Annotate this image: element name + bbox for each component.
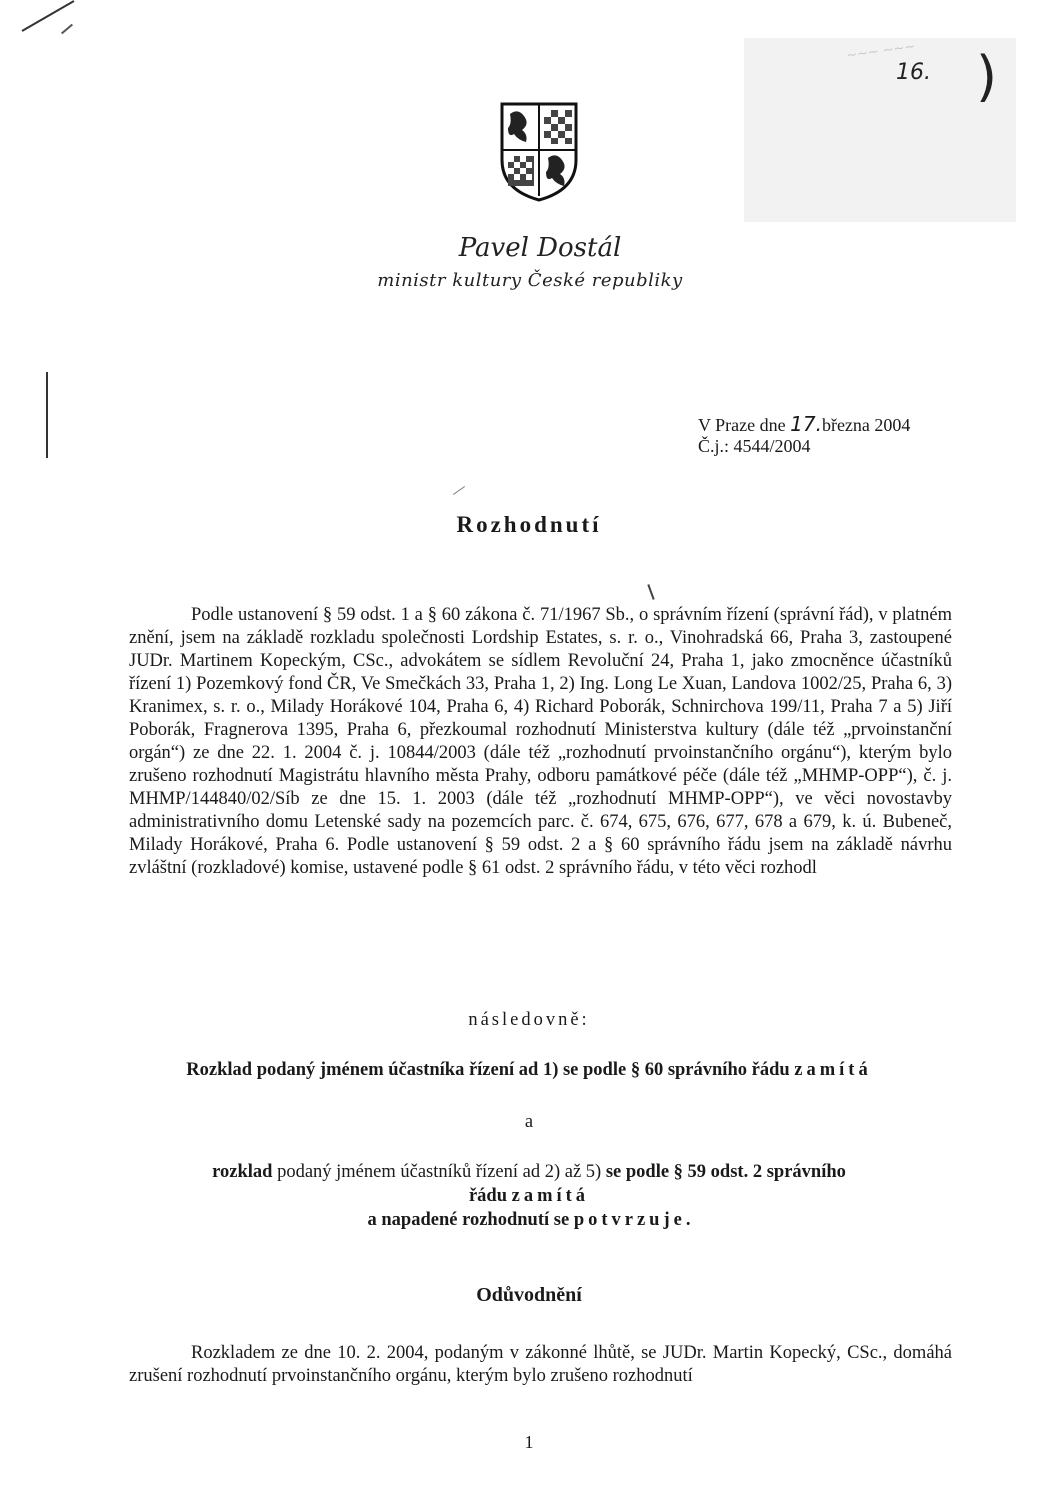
svg-text:Pavel Dostál: Pavel Dostál: [458, 233, 622, 263]
date-line: [698, 412, 910, 436]
conjunction: a: [524, 1112, 534, 1132]
verdict-2-spaced: zamítá: [511, 1186, 590, 1206]
date-handwritten: 17.: [790, 412, 822, 436]
reasoning-title: Odůvodnění: [476, 1284, 582, 1306]
verdict-2-spaced2: potvrzuje: [573, 1210, 686, 1230]
verdict-1: [0, 1060, 1058, 1081]
verdict-2-line3: a napadené rozhodnutí se: [367, 1210, 570, 1230]
verdict-2: [0, 1160, 1058, 1232]
verdict-2-line2: řádu: [468, 1186, 507, 1206]
verdict-2-plain: podaný jménem účastníků řízení ad 2) až 5): [277, 1162, 602, 1182]
signature-title: ministr kultury České republiky: [377, 270, 683, 291]
verdict-1-spaced: zamítá: [794, 1060, 872, 1080]
margin-line: [46, 372, 48, 458]
verdict-2-end: .: [685, 1210, 691, 1230]
verdict-2-bold: rozklad: [212, 1162, 273, 1182]
scan-mark: [61, 24, 73, 35]
page-number: 1: [524, 1432, 534, 1452]
coat-of-arms-icon: [498, 100, 580, 202]
faint-handwriting: ~~~ ~~~: [845, 39, 917, 64]
reasoning-paragraph: Rozkladem ze dne 10. 2. 2004, podaným v zákonné lhůtě, se JUDr. Martin Kopecký, CSc., domáhá zrušení rozhodnutí prvoinstančního orgánu, kterým bylo zrušeno rozhodnutí: [129, 1343, 952, 1386]
scan-mark: [453, 486, 465, 495]
document-title: Rozhodnutí: [456, 512, 602, 537]
scan-mark: [647, 584, 654, 600]
intro-paragraph: Podle ustanovení § 59 odst. 1 a § 60 zákona č. 71/1967 Sb., o správním řízení (správní řád), v platném znění, jsem na základě rozkladu společnosti Lordship Estates, s. r. o., Vinohradská 66, Praha 3, zastoupené JUDr. Martinem Kopeckým, CSc., advokátem se sídlem Revoluční 24, Praha 1, jako zmocněnce účastníků řízení 1) Pozemkový fond ČR, Ve Smečkách 33, Praha 1, 2) Ing. Long Le Xuan, Landova 1002/25, Praha 6, 3) Kranimex, s. r. o., Milady Horákové 104, Praha 6, 4) Richard Poborák, Schnirchova 199/11, Praha 7 a 5) Jiří Poborák, Fragnerova 1395, Praha 6, přezkoumal rozhodnutí Ministerstva kultury (dále též „prvoinstanční orgán“) ze dne 22. 1. 2004 č. j. 10844/2003 (dále též „rozhodnutí prvoinstančního orgánu“), kterým bylo zrušeno rozhodnutí Magistrátu hlavního města Prahy, odboru památkové péče (dále též „MHMP-OPP“), č. j. MHMP/144840/02/Síb ze dne 15. 1. 2003 (dále též „rozhodnutí MHMP-OPP“), ve věci novostavby administrativního domu Letenské sady na pozemcích parc. č. 674, 675, 676, 677, 678 a 679, k. ú. Bubeneč, Milady Horákové, Praha 6. Podle ustanovení § 59 odst. 2 a § 60 správního řádu jsem na základě návrhu zvláštní (rozkladové) komise, ustavené podle § 61 odst. 2 správního řádu, v této věci rozhodl: [129, 605, 952, 878]
date-prefix: V Praze dne: [698, 415, 786, 435]
handwritten-number: 16.: [896, 60, 931, 85]
reference-number: Č.j.: 4544/2004: [698, 436, 811, 456]
verdict-2-bold2: se podle § 59 odst. 2 správního: [605, 1162, 846, 1182]
handwritten-mark: ): [976, 45, 998, 108]
date-suffix: března 2004: [821, 415, 911, 435]
nasledovne-label: následovně:: [468, 1010, 590, 1030]
signature-name: [430, 226, 650, 266]
verdict-1-text: Rozklad podaný jménem účastníka řízení ad 1) se podle § 60 správního řádu: [186, 1060, 790, 1080]
